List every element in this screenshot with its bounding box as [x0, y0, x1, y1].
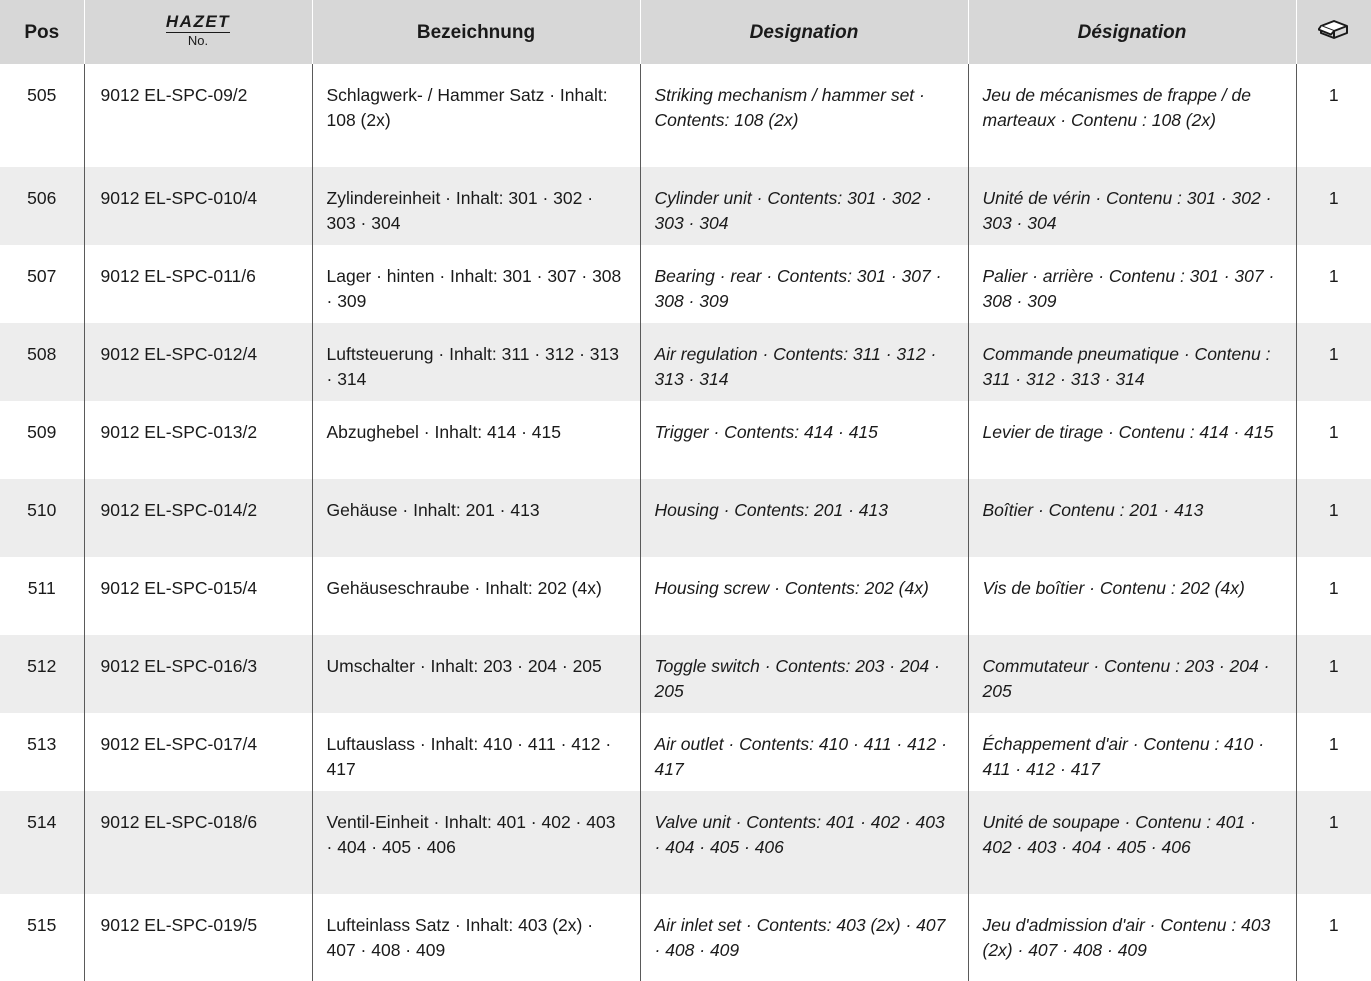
english-designation-cell: Air regulation · Contents: 311 · 312 · 313 · 314 — [640, 323, 968, 401]
pos-cell: 505 — [27, 85, 57, 105]
pos-cell: 510 — [0, 479, 84, 557]
article-number-cell: 9012 EL-SPC-010/4 — [84, 167, 312, 245]
german-designation-cell: Schlagwerk- / Hammer Satz · Inhalt: 108 (2x) — [312, 64, 640, 167]
article-number-header — [84, 0, 312, 64]
table-row — [0, 323, 1371, 401]
english-designation-cell: Valve unit · Contents: 401 · 402 · 403 · 404 · 405 · 406 — [640, 791, 968, 894]
quantity-cell: 1 — [1296, 64, 1371, 167]
table-row — [0, 401, 1371, 479]
hazet-logo: HAZET — [165, 11, 231, 31]
pos-cell: 512 — [0, 635, 84, 713]
german-designation-cell: Lufteinlass Satz · Inhalt: 403 (2x) · 407 · 408 · 409 — [312, 894, 640, 981]
article-number-cell: 9012 EL-SPC-019/5 — [84, 894, 312, 981]
french-designation-cell: Unité de soupape · Contenu : 401 · 402 · 403 · 404 · 405 · 406 — [968, 791, 1296, 894]
article-number-cell: 9012 EL-SPC-013/2 — [84, 401, 312, 479]
number-abbreviation: No. — [187, 32, 209, 48]
english-designation-header: Designation — [640, 0, 968, 64]
english-designation-cell: Cylinder unit · Contents: 301 · 302 · 303 · 304 — [640, 167, 968, 245]
article-number-cell: 9012 EL-SPC-014/2 — [84, 479, 312, 557]
german-designation-cell: Umschalter · Inhalt: 203 · 204 · 205 — [312, 635, 640, 713]
quantity-cell: 1 — [1296, 479, 1371, 557]
english-designation-cell: Toggle switch · Contents: 203 · 204 · 205 — [640, 635, 968, 713]
table-row — [0, 713, 1371, 791]
package-box-icon — [1318, 18, 1350, 47]
pos-cell: 508 — [0, 323, 84, 401]
german-designation-cell: Ventil-Einheit · Inhalt: 401 · 402 · 403 · 404 · 405 · 406 — [312, 791, 640, 894]
german-designation-cell: Luftauslass · Inhalt: 410 · 411 · 412 · 417 — [312, 713, 640, 791]
english-designation-cell: Trigger · Contents: 414 · 415 — [640, 401, 968, 479]
quantity-cell: 1 — [1296, 557, 1371, 635]
german-designation-cell: Gehäuse · Inhalt: 201 · 413 — [312, 479, 640, 557]
table-row — [0, 894, 1371, 981]
french-designation-cell: Commande pneumatique · Contenu : 311 · 312 · 313 · 314 — [968, 323, 1296, 401]
french-designation-cell: Jeu d'admission d'air · Contenu : 403 (2x) · 407 · 408 · 409 — [968, 894, 1296, 981]
english-designation-cell: Air inlet set · Contents: 403 (2x) · 407 · 408 · 409 — [640, 894, 968, 981]
french-designation-cell: Levier de tirage · Contenu : 414 · 415 — [968, 401, 1296, 479]
french-designation-cell: Jeu de mécanismes de frappe / de marteaux · Contenu : 108 (2x) — [968, 64, 1296, 167]
pos-cell: 506 — [0, 167, 84, 245]
quantity-cell: 1 — [1296, 791, 1371, 894]
table-row — [0, 557, 1371, 635]
french-designation-cell: Échappement d'air · Contenu : 410 · 411 · 412 · 417 — [968, 713, 1296, 791]
quantity-cell: 1 — [1296, 894, 1371, 981]
quantity-cell: 1 — [1296, 401, 1371, 479]
english-designation-cell: Air outlet · Contents: 410 · 411 · 412 · 417 — [640, 713, 968, 791]
quantity-cell: 1 — [1296, 245, 1371, 323]
german-designation-header: Bezeichnung — [312, 0, 640, 64]
article-number-cell: 9012 EL-SPC-09/2 — [84, 64, 312, 167]
french-designation-header: Désignation — [968, 0, 1296, 64]
german-designation-cell: Lager · hinten · Inhalt: 301 · 307 · 308 · 309 — [312, 245, 640, 323]
german-designation-cell: Gehäuseschraube · Inhalt: 202 (4x) — [312, 557, 640, 635]
table-row — [0, 64, 1371, 167]
table-row — [0, 167, 1371, 245]
quantity-cell: 1 — [1296, 323, 1371, 401]
table-row — [0, 791, 1371, 894]
french-designation-cell: Vis de boîtier · Contenu : 202 (4x) — [968, 557, 1296, 635]
pos-cell: 511 — [27, 578, 56, 598]
article-number-cell: 9012 EL-SPC-018/6 — [84, 791, 312, 894]
english-designation-cell: Housing screw · Contents: 202 (4x) — [640, 557, 968, 635]
english-designation-cell: Housing · Contents: 201 · 413 — [640, 479, 968, 557]
article-number-cell: 9012 EL-SPC-017/4 — [84, 713, 312, 791]
pos-header: Pos — [0, 0, 84, 64]
pos-cell: 509 — [27, 422, 57, 442]
german-designation-cell: Abzughebel · Inhalt: 414 · 415 — [312, 401, 640, 479]
pos-cell: 507 — [27, 266, 57, 286]
german-designation-cell: Zylindereinheit · Inhalt: 301 · 302 · 303 · 304 — [312, 167, 640, 245]
table-row — [0, 479, 1371, 557]
article-number-cell: 9012 EL-SPC-011/6 — [84, 245, 312, 323]
quantity-header — [1296, 0, 1371, 64]
article-number-cell: 9012 EL-SPC-016/3 — [84, 635, 312, 713]
english-designation-cell: Bearing · rear · Contents: 301 · 307 · 308 · 309 — [640, 245, 968, 323]
pos-cell: 514 — [0, 791, 84, 894]
german-designation-cell: Luftsteuerung · Inhalt: 311 · 312 · 313 · 314 — [312, 323, 640, 401]
header-row — [0, 0, 1371, 64]
french-designation-cell: Boîtier · Contenu : 201 · 413 — [968, 479, 1296, 557]
article-number-cell: 9012 EL-SPC-012/4 — [84, 323, 312, 401]
pos-cell: 515 — [27, 915, 57, 935]
table-row — [0, 635, 1371, 713]
quantity-cell: 1 — [1296, 635, 1371, 713]
article-number-cell: 9012 EL-SPC-015/4 — [84, 557, 312, 635]
table-row — [0, 245, 1371, 323]
french-designation-cell: Commutateur · Contenu : 203 · 204 · 205 — [968, 635, 1296, 713]
french-designation-cell: Unité de vérin · Contenu : 301 · 302 · 303 · 304 — [968, 167, 1296, 245]
quantity-cell: 1 — [1296, 713, 1371, 791]
pos-cell: 513 — [27, 734, 57, 754]
english-designation-cell: Striking mechanism / hammer set · Contents: 108 (2x) — [640, 64, 968, 167]
quantity-cell: 1 — [1296, 167, 1371, 245]
french-designation-cell: Palier · arrière · Contenu : 301 · 307 · 308 · 309 — [968, 245, 1296, 323]
